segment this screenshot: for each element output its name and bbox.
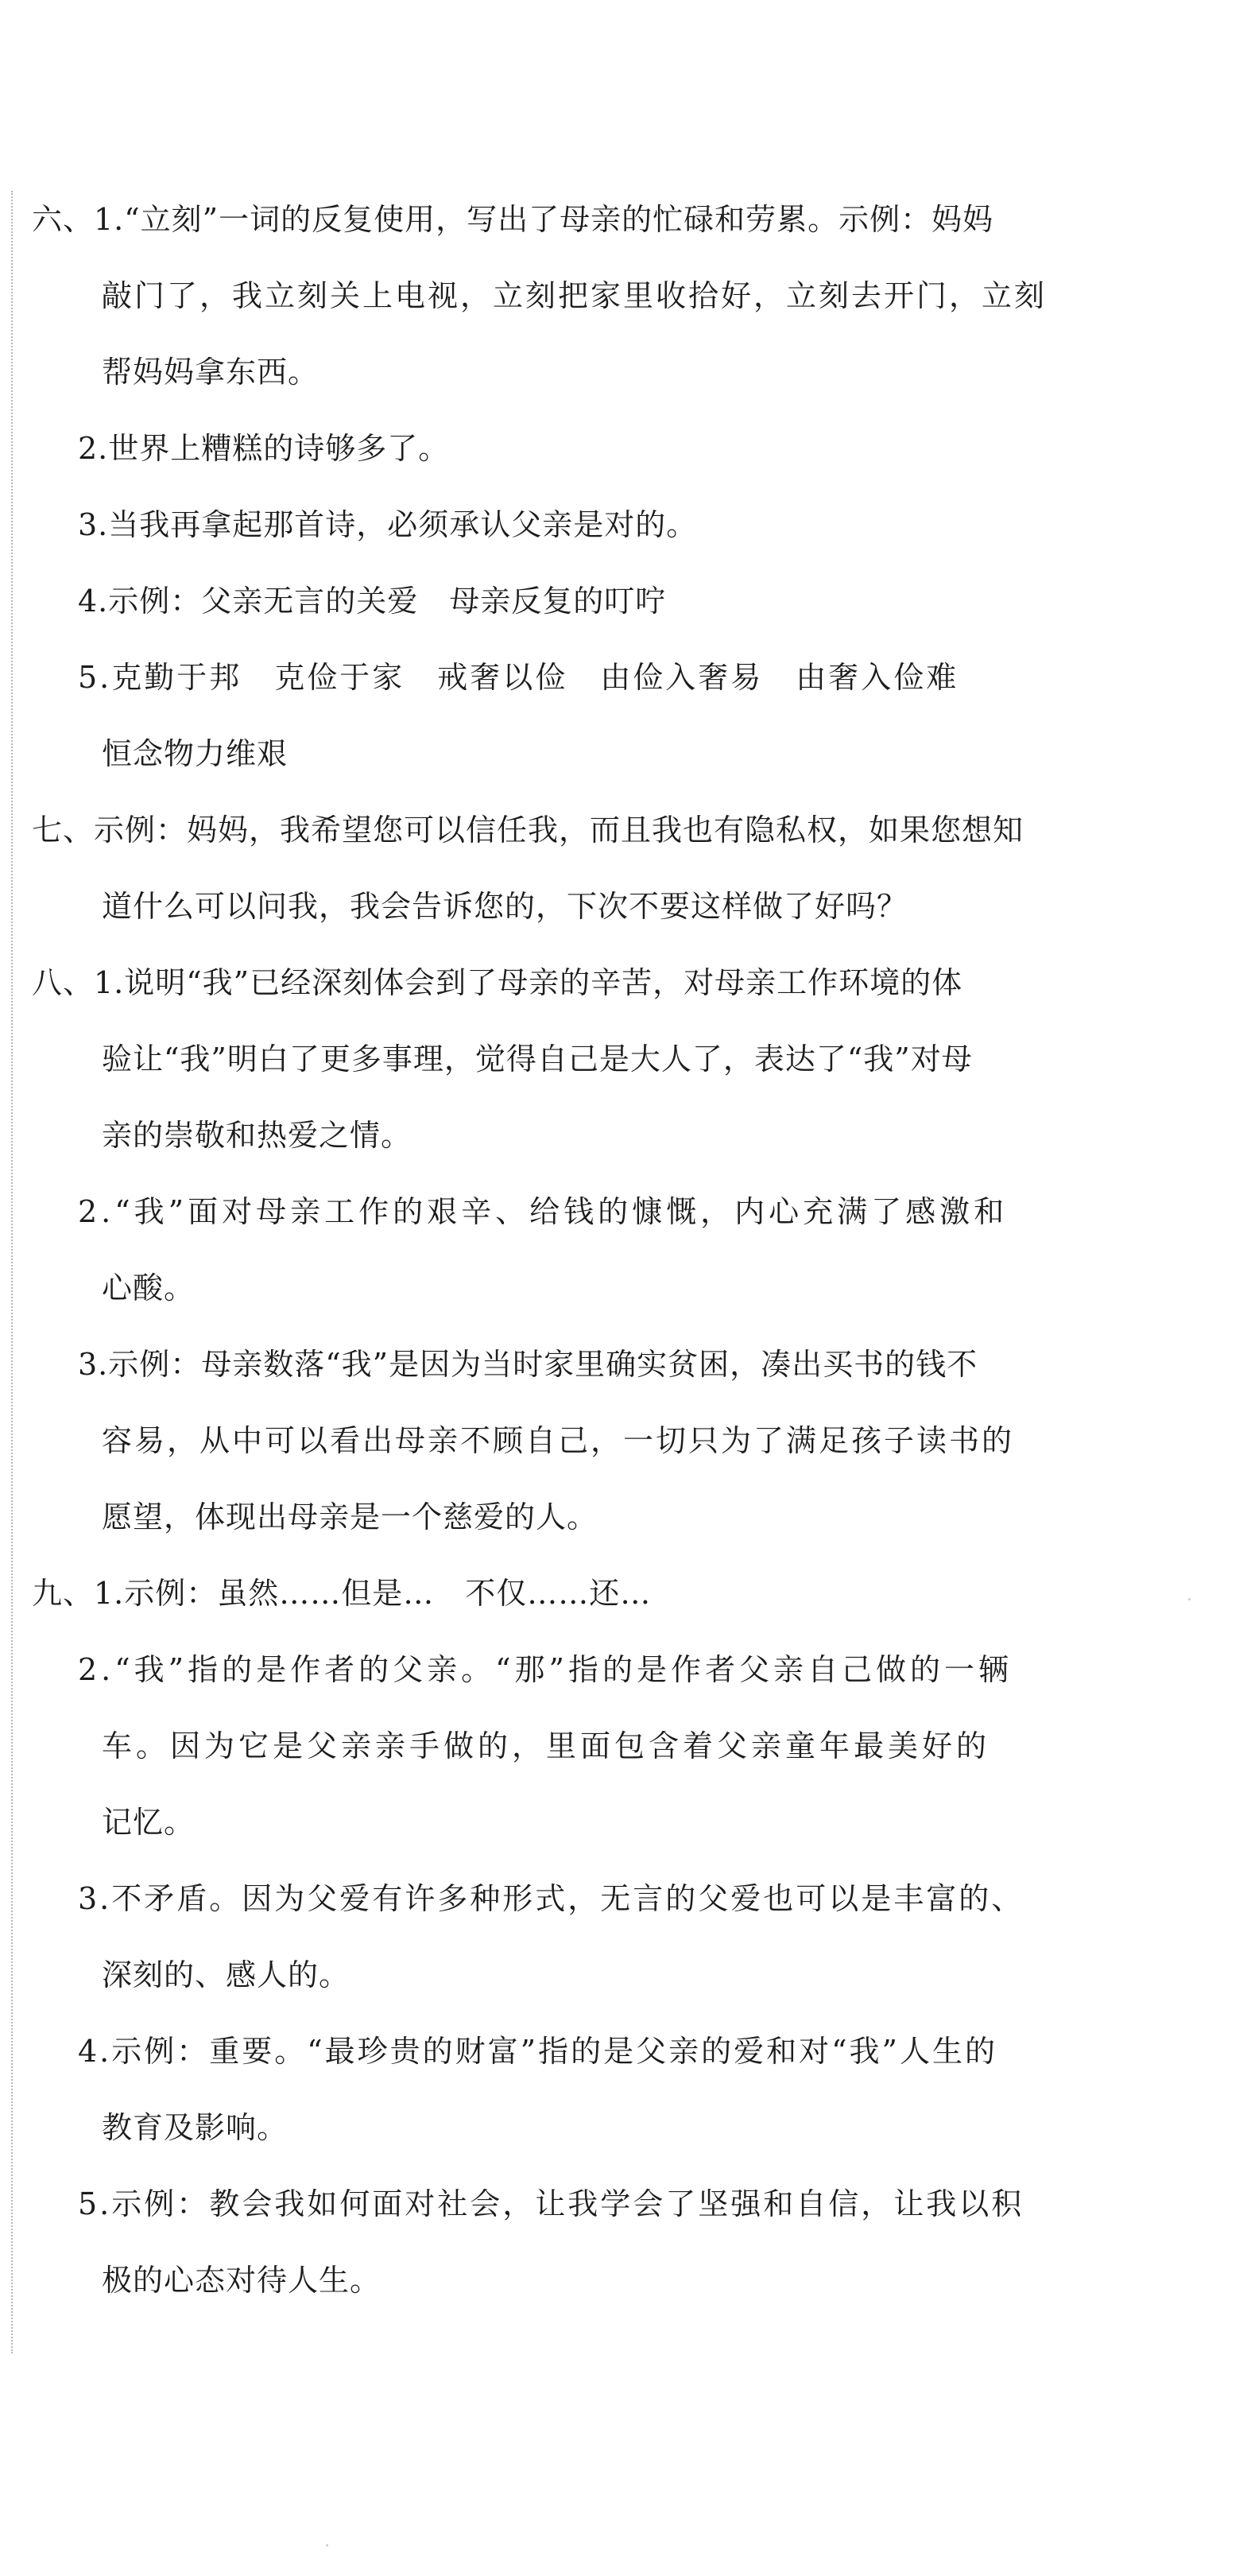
q6-item5-line1: 5.克勤于邦 克俭于家 戒奢以俭 由俭入奢易 由奢入俭难: [78, 660, 959, 695]
q6-item2: 2.世界上糟糕的诗够多了。: [78, 431, 450, 466]
q8-item3-line1: 3.示例：母亲数落“我”是因为当时家里确实贫困，凑出买书的钱不: [78, 1347, 978, 1382]
q9-item3-line2: 深刻的、感人的。: [102, 1957, 351, 1992]
q9-item5-line1: 5.示例：教会我如何面对社会，让我学会了坚强和自信，让我以积: [78, 2186, 1024, 2221]
q6-item1-line1: 六、1.“立刻”一词的反复使用，写出了母亲的忙碌和劳累。示例：妈妈: [32, 202, 994, 237]
q8-item3-line3: 愿望，体现出母亲是一个慈爱的人。: [102, 1499, 598, 1534]
q9-item2-line3: 记忆。: [102, 1805, 196, 1840]
q9-item2-line2: 车。因为它是父亲亲手做的，里面包含着父亲童年最美好的: [102, 1728, 991, 1763]
q6-item1-line2: 敲门了，我立刻关上电视，立刻把家里收拾好，立刻去开门，立刻: [102, 278, 1048, 313]
q8-item2-line2: 心酸。: [102, 1271, 196, 1305]
q9-item4-line2: 教育及影响。: [102, 2110, 289, 2145]
q8-item1-line2: 验让“我”明白了更多事理，觉得自己是大人了，表达了“我”对母: [102, 1042, 973, 1077]
q9-item2-line1: 2.“我”指的是作者的父亲。“那”指的是作者父亲自己做的一辆: [78, 1652, 1013, 1687]
q6-item5-line2: 恒念物力维艰: [102, 736, 289, 771]
q8-item1-line1: 八、1.说明“我”已经深刻体会到了母亲的辛苦，对母亲工作环境的体: [32, 965, 963, 1000]
q8-item2-line1: 2.“我”面对母亲工作的艰辛、给钱的慷慨，内心充满了感激和: [78, 1194, 1009, 1229]
q8-item3-line2: 容易，从中可以看出母亲不顾自己，一切只为了满足孩子读书的: [102, 1423, 1015, 1458]
q8-item1-line3: 亲的崇敬和热爱之情。: [102, 1118, 412, 1153]
q9-item3-line1: 3.不矛盾。因为父爱有许多种形式，无言的父爱也可以是丰富的、: [78, 1881, 1024, 1916]
q6-item3: 3.当我再拿起那首诗，必须承认父亲是对的。: [78, 507, 698, 542]
q9-item4-line1: 4.示例：重要。“最珍贵的财富”指的是父亲的爱和对“我”人生的: [78, 2034, 997, 2069]
q6-item1-line3: 帮妈妈拿东西。: [102, 355, 320, 390]
q9-item1: 九、1.示例：虽然……但是… 不仅……还…: [32, 1576, 652, 1611]
q7-line2: 道什么可以问我，我会告诉您的，下次不要这样做了好吗？: [102, 889, 908, 924]
q9-item5-line2: 极的心态对待人生。: [102, 2263, 381, 2298]
scan-speck: [326, 2544, 328, 2547]
margin-dotted-rule: [11, 191, 13, 2353]
q6-item4: 4.示例：父亲无言的关爱 母亲反复的叮咛: [78, 584, 667, 619]
scan-speck: [1188, 1598, 1191, 1600]
q7-line1: 七、示例：妈妈，我希望您可以信任我，而且我也有隐私权，如果您想知: [32, 813, 1024, 848]
